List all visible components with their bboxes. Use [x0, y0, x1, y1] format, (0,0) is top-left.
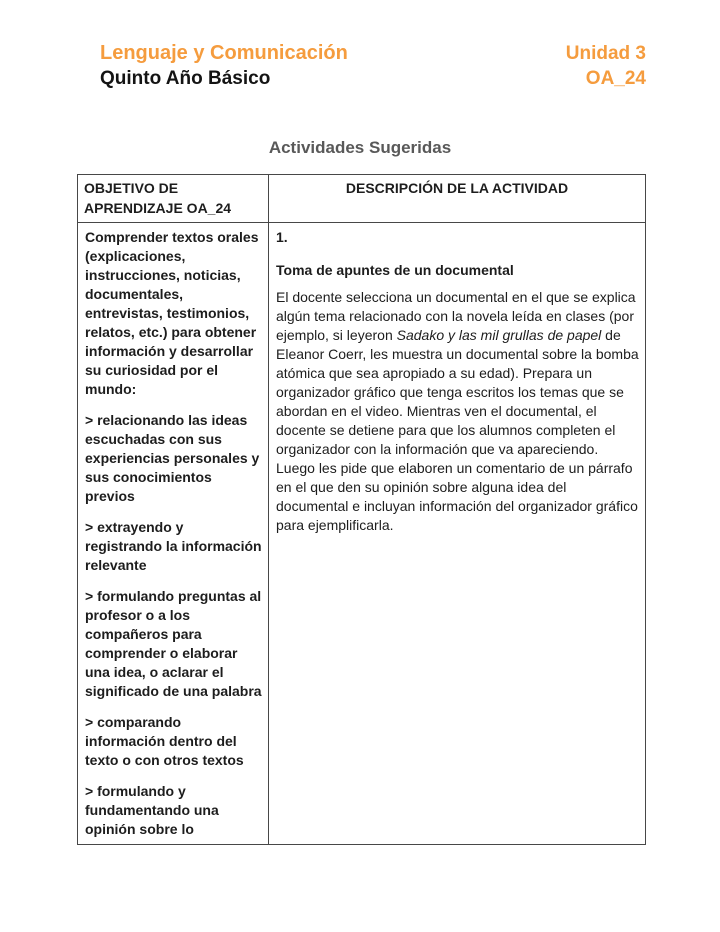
objective-cell [78, 223, 269, 845]
objective-bullet-4: > comparando información dentro del texto o con otros textos [85, 714, 244, 768]
activity-body-start: El docente selecciona un documental en el que se explica algún tema relacionado con la novela leída en clases (por ejemplo, si leyeron [276, 289, 636, 343]
unit-label: Unidad 3 [565, 43, 646, 64]
document-header [0, 0, 720, 91]
header-left-block [100, 41, 348, 91]
grade-level: Quinto Año Básico [100, 68, 271, 89]
activity-title: Toma de apuntes de un documental [276, 262, 514, 278]
activities-table [77, 174, 646, 845]
objective-bullet-1: > relacionando las ideas escuchadas con sus experiencias personales y sus conocimientos previos [85, 412, 260, 504]
activity-description-cell [269, 223, 646, 845]
header-right-block [566, 41, 646, 91]
objective-column-header: OBJETIVO DE APRENDIZAJE OA_24 [78, 175, 269, 223]
objective-intro: Comprender textos orales (explicaciones, instrucciones, noticias, documentales, entrevistas, testimonios, relatos, etc.) para obtener información y desarrollar su curiosidad por el mundo: [85, 229, 259, 397]
activity-body-end: de Eleanor Coerr, les muestra un documental sobre la bomba atómica que sea apropiado a su edad). Prepara un organizador gráfico que tenga escritos los temas que se abordan en el video. Mientras ven el documental, el docente se detiene para que los alumnos completen el organizador con la información que va apareciendo. Luego les pide que elaboren un comentario de un párrafo en el que den su opinión sobre alguna idea del documental e incluyan información del organizador gráfico para ejemplificarla. [276, 327, 639, 533]
table-body-row [78, 223, 646, 845]
activity-body [276, 288, 639, 535]
objective-bullet-5: > formulando y fundamentando una opinión sobre lo [85, 783, 219, 837]
activity-number: 1. [276, 229, 288, 245]
subject-title: Lenguaje y Comunicación [100, 42, 348, 64]
table-header-row [78, 175, 646, 223]
objective-bullet-2: > extrayendo y registrando la información relevante [85, 519, 262, 573]
description-column-header: DESCRIPCIÓN DE LA ACTIVIDAD [269, 175, 646, 223]
page-title: Actividades Sugeridas [268, 138, 452, 157]
book-title-italic: Sadako y las mil grullas de papel [396, 327, 602, 343]
oa-code-label: OA_24 [585, 68, 646, 89]
objective-bullet-3: > formulando preguntas al profesor o a los compañeros para comprender o elaborar una idea, o aclarar el significado de una palabra [85, 588, 262, 699]
